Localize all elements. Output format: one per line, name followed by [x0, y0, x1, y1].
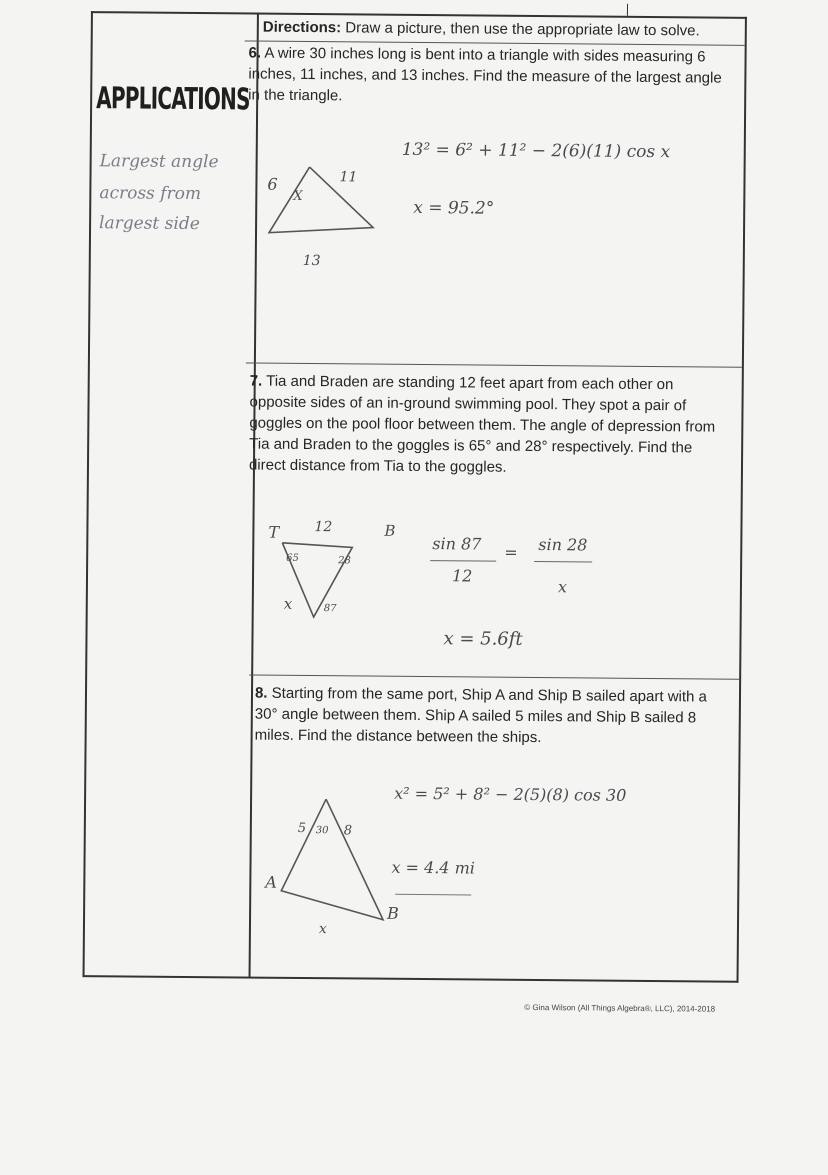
problem-7: [249, 371, 716, 480]
problem-7-number: 7.: [249, 372, 263, 390]
problem-8-number: 8.: [254, 684, 268, 702]
problem-8-triangle: [277, 795, 398, 926]
problem-7-label-a3: 87: [323, 603, 337, 615]
handwritten-note-line-3: largest side: [99, 213, 200, 235]
directions: [263, 17, 733, 42]
section-title: APPLICATIONS: [96, 81, 250, 118]
problem-8-label-a: A: [265, 872, 278, 892]
handwritten-note-line-2: across from: [99, 183, 202, 205]
problem-6: [248, 42, 727, 109]
problem-7-label-b: B: [384, 521, 396, 540]
directions-label: Directions:: [262, 18, 342, 37]
problem-6-triangle: [261, 159, 382, 250]
problem-8: [255, 683, 716, 750]
problem-6-number: 6.: [248, 44, 262, 62]
problem-8-label-right: 8: [343, 823, 353, 839]
problem-8-label-b: B: [387, 903, 399, 923]
problem-7-label-t: T: [268, 522, 280, 542]
problem-7-label-side: x: [283, 594, 293, 613]
problem-7-equals: =: [504, 542, 518, 562]
problem-6-text: A wire 30 inches long is bent into a triangle with sides measuring 6 inches, 11 inches, and 13 inches. Find the measure of the largest angle in the triangle.: [248, 44, 722, 105]
problem-6-answer: x = 95.2°: [413, 197, 495, 219]
problem-6-label-left: 6: [267, 174, 278, 194]
problem-7-den-left: 12: [451, 566, 473, 586]
handwritten-note-line-1: Largest angle: [99, 151, 219, 173]
problem-8-text: Starting from the same port, Ship A and Ship B sailed apart with a 30° angle between them. Ship A sailed 5 miles and Ship B sailed 8 miles. Find the distance between the ships.: [254, 684, 708, 747]
problem-6-label-angle: X: [293, 188, 303, 204]
problem-7-label-a2: 28: [338, 555, 351, 567]
problem-7-label-a1: 65: [286, 552, 299, 564]
problem-7-den-right: x: [557, 577, 568, 597]
problem-6-equation: 13² = 6² + 11² − 2(6)(11) cos x: [401, 139, 671, 163]
problem-8-answer: x = 4.4 mi: [391, 857, 475, 878]
problem-6-label-bottom: 13: [302, 252, 321, 270]
problem-7-num-right: sin 28: [538, 535, 588, 555]
problem-8-label-angle: 30: [315, 825, 329, 837]
problem-8-label-bottom: x: [318, 921, 327, 938]
problem-7-label-top: 12: [314, 519, 333, 536]
problem-7-text: Tia and Braden are standing 12 feet apart from each other on opposite sides of an in-ground swimming pool. They spot a pair of goggles on the pool floor between them. The angle of depression from Tia and Braden to the goggles is 65° and 28° respectively. Find the direct distance from Tia to the goggles.: [248, 372, 716, 476]
problem-7-answer: x = 5.6ft: [443, 628, 523, 650]
problem-8-equation: x² = 5² + 8² − 2(5)(8) cos 30: [394, 783, 627, 805]
problem-6-label-right: 11: [339, 169, 358, 186]
problem-8-label-left: 5: [297, 820, 307, 837]
top-tick: [627, 4, 628, 16]
problem-7-num-left: sin 87: [432, 534, 482, 554]
directions-text: Draw a picture, then use the appropriate law to solve.: [345, 19, 700, 40]
copyright-footer: © Gina Wilson (All Things Algebra®, LLC), 2014-2018: [524, 1002, 716, 1014]
